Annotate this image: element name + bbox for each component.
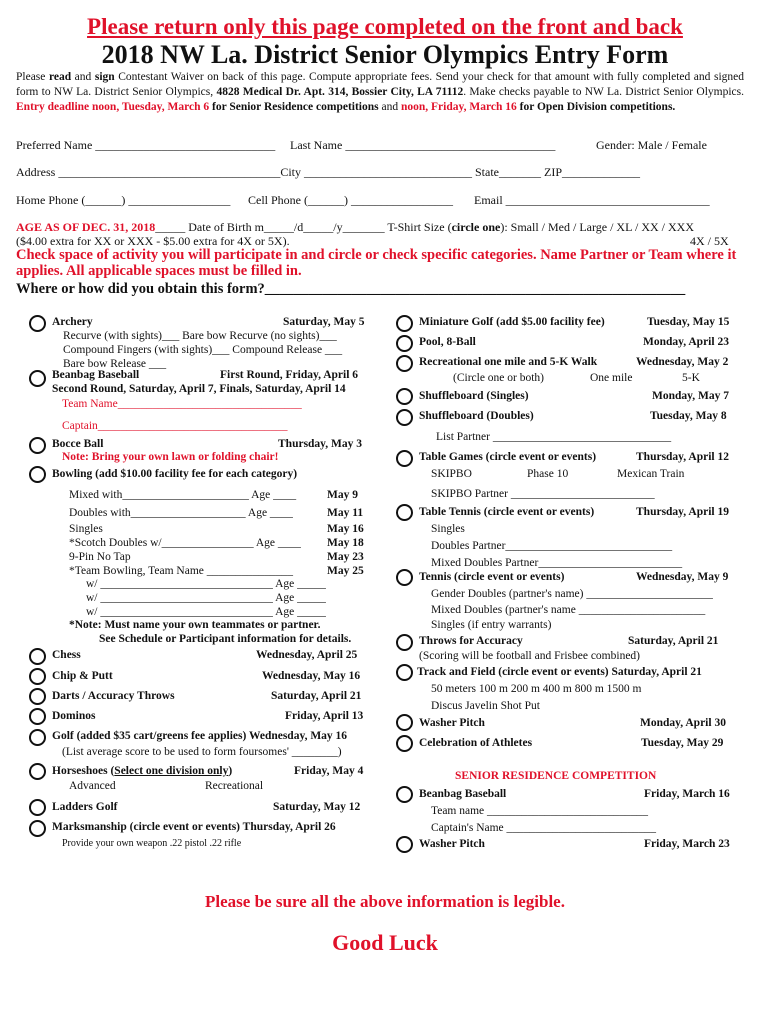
email-field[interactable]: Email __________________________________: [474, 193, 710, 207]
pool-date: Monday, April 23: [643, 336, 729, 348]
bowling-9pin-date: May 23: [327, 551, 364, 563]
return-note: Please return only this page completed on the front and back: [87, 14, 683, 39]
last-name-field[interactable]: Last Name ___________________________________: [290, 138, 556, 152]
chip-putt-checkbox[interactable]: [29, 668, 46, 685]
bowling-mixed[interactable]: Mixed with______________________ Age ____: [69, 489, 297, 501]
bowling-scotch[interactable]: *Scotch Doubles w/________________ Age ____: [69, 537, 301, 549]
shuffle-singles-date: Monday, May 7: [652, 390, 729, 402]
beanbag-first-round: First Round, Friday, April 6: [220, 369, 359, 381]
sr-captain-name[interactable]: Captain's Name __________________________: [431, 822, 657, 834]
bowling-doubles[interactable]: Doubles with____________________ Age ____: [69, 507, 293, 519]
track-events-2[interactable]: Discus Javelin Shot Put: [431, 700, 540, 712]
marksmanship-note[interactable]: Provide your own weapon .22 pistol .22 rifle: [62, 838, 242, 849]
bowling-label: Bowling (add $10.00 facility fee for each category): [52, 468, 298, 480]
beanbag-second-round: Second Round, Saturday, April 7, Finals, Saturday, April 14: [52, 383, 346, 395]
dominos-label: Dominos: [52, 710, 96, 722]
pool-checkbox[interactable]: [396, 335, 413, 352]
check-space-instructions: Check space of activity you will participate in and circle or check specific categories. Name Partner or Team where it applies. All applicable spaces must be filled in.: [16, 247, 737, 279]
sr-washer-label: Washer Pitch: [419, 838, 485, 850]
tablegames-checkbox[interactable]: [396, 450, 413, 467]
shuffle-doubles-label: Shuffleboard (Doubles): [419, 410, 534, 422]
bowling-checkbox[interactable]: [29, 466, 46, 483]
walk-5k[interactable]: 5-K: [682, 372, 700, 384]
marksmanship-checkbox[interactable]: [29, 820, 46, 837]
skipbo-partner[interactable]: SKIPBO Partner _________________________: [431, 488, 655, 500]
bowling-doubles-date: May 11: [327, 507, 364, 519]
minigolf-checkbox[interactable]: [396, 315, 413, 332]
pool-label: Pool, 8-Ball: [419, 336, 476, 348]
walk-label: Recreational one mile and 5-K Walk: [419, 356, 598, 368]
tennis-gender-doubles[interactable]: Gender Doubles (partner's name) ______________________: [431, 588, 713, 600]
bowling-scotch-date: May 18: [327, 537, 364, 549]
sr-beanbag-label: Beanbag Baseball: [419, 788, 507, 800]
track-label: Track and Field (circle event or events) Saturday, April 21: [417, 666, 702, 678]
walk-one-mile[interactable]: One mile: [590, 372, 633, 384]
bowling-note-1: *Note: Must name your own teammates or partner.: [69, 619, 321, 631]
beanbag-captain[interactable]: Captain_________________________________: [62, 420, 288, 432]
sr-team-name[interactable]: Team name ____________________________: [431, 805, 649, 817]
bocce-checkbox[interactable]: [29, 437, 46, 454]
washer-checkbox[interactable]: [396, 714, 413, 731]
darts-date: Saturday, April 21: [271, 690, 362, 702]
tabletennis-date: Thursday, April 19: [636, 506, 729, 518]
tablegames-skipbo[interactable]: SKIPBO: [431, 468, 472, 480]
walk-checkbox[interactable]: [396, 355, 413, 372]
track-checkbox[interactable]: [396, 664, 413, 681]
celebration-checkbox[interactable]: [396, 735, 413, 752]
bowling-9pin[interactable]: 9-Pin No Tap: [69, 551, 131, 563]
sr-beanbag-date: Friday, March 16: [644, 788, 730, 800]
archery-checkbox[interactable]: [29, 315, 46, 332]
throws-date: Saturday, April 21: [628, 635, 719, 647]
beanbag-checkbox[interactable]: [29, 370, 46, 387]
track-events-1[interactable]: 50 meters 100 m 200 m 400 m 800 m 1500 m: [431, 683, 642, 695]
tennis-mixed-doubles[interactable]: Mixed Doubles (partner's name ______________________: [431, 604, 706, 616]
beanbag-team-name[interactable]: Team Name________________________________: [62, 398, 302, 410]
washer-label: Washer Pitch: [419, 717, 485, 729]
bocce-note: Note: Bring your own lawn or folding chair!: [62, 451, 279, 463]
bowling-team-date: May 25: [327, 565, 364, 577]
chess-checkbox[interactable]: [29, 648, 46, 665]
archery-options-2[interactable]: Compound Fingers (with sights)___ Compound Release ___: [63, 344, 343, 356]
form-title: 2018 NW La. District Senior Olympics Entry Form: [101, 40, 669, 69]
walk-circle-note: (Circle one or both): [453, 372, 545, 384]
bowling-teammate-1[interactable]: w/ ______________________________ Age _____: [86, 578, 326, 590]
bowling-note-2: See Schedule or Participant information for details.: [99, 633, 352, 645]
tennis-checkbox[interactable]: [396, 569, 413, 586]
preferred-name-field[interactable]: Preferred Name ______________________________: [16, 138, 276, 152]
shuffle-doubles-checkbox[interactable]: [396, 409, 413, 426]
bocce-date: Thursday, May 3: [278, 438, 363, 450]
intro-paragraph: Please read and sign Contestant Waiver on back of this page. Compute appropriate fees. Send your check for that amount with fully completed and signed form to NW La. District Senior Olympics, 4828 Medical Dr. Apt. 314, Bossier City, LA 71112. Make checks payable to NW La. District Senior Olympics. Entry deadline noon, Tuesday, March 6 for Senior Residence competitions and noon, Friday, March 16 for Open Division competitions.: [16, 71, 745, 113]
throws-checkbox[interactable]: [396, 634, 413, 651]
ladders-checkbox[interactable]: [29, 799, 46, 816]
minigolf-label: Miniature Golf (add $5.00 facility fee): [419, 316, 605, 328]
bowling-mixed-date: May 9: [327, 489, 358, 501]
tablegames-phase10[interactable]: Phase 10: [527, 468, 569, 480]
sr-washer-date: Friday, March 23: [644, 838, 730, 850]
gender-field[interactable]: Gender: Male / Female: [596, 138, 707, 152]
bowling-singles[interactable]: Singles: [69, 523, 103, 535]
where-obtained-field[interactable]: Where or how did you obtain this form?__________________________________________________________: [16, 281, 686, 297]
dominos-date: Friday, April 13: [285, 710, 364, 722]
sr-beanbag-checkbox[interactable]: [396, 786, 413, 803]
golf-label: Golf (added $35 cart/greens fee applies) Wednesday, May 16: [52, 730, 348, 742]
bowling-singles-date: May 16: [327, 523, 364, 535]
chess-label: Chess: [52, 649, 81, 661]
horseshoes-recreational[interactable]: Recreational: [205, 780, 264, 792]
tennis-singles[interactable]: Singles (if entry warrants): [431, 619, 552, 631]
home-phone-field[interactable]: Home Phone (______) _________________: [16, 193, 231, 207]
age-dob-tshirt-row[interactable]: AGE AS OF DEC. 31, 2018_____ Date of Birth m_____/d_____/y_______ T-Shirt Size (circle one): Small / Med / Large / XL / XX / XXX: [16, 220, 694, 234]
bowling-teammate-3[interactable]: w/ ______________________________ Age _____: [86, 606, 326, 618]
address-field[interactable]: Address _____________________________________City ____________________________ State_______ ZIP_____________: [16, 165, 640, 179]
celebration-date: Tuesday, May 29: [641, 737, 724, 749]
fees-note: ($4.00 extra for XX or XXX - $5.00 extra for 4X or 5X).: [16, 234, 290, 248]
archery-label: Archery: [52, 316, 93, 328]
tabletennis-singles[interactable]: Singles: [431, 523, 465, 535]
tablegames-date: Thursday, April 12: [636, 451, 729, 463]
darts-label: Darts / Accuracy Throws: [52, 690, 175, 702]
extra-sizes: 4X / 5X: [690, 234, 729, 248]
darts-checkbox[interactable]: [29, 688, 46, 705]
tennis-label: Tennis (circle event or events): [419, 571, 565, 583]
dominos-checkbox[interactable]: [29, 708, 46, 725]
horseshoes-label: Horseshoes (Select one division only): [52, 765, 233, 777]
shuffle-singles-label: Shuffleboard (Singles): [419, 390, 529, 402]
tabletennis-label: Table Tennis (circle event or events): [419, 506, 595, 518]
legible-note: Please be sure all the above information is legible.: [205, 892, 565, 911]
throws-note: (Scoring will be football and Frisbee combined): [419, 650, 641, 662]
walk-date: Wednesday, May 2: [636, 356, 729, 368]
ladders-label: Ladders Golf: [52, 801, 118, 813]
chip-putt-label: Chip & Putt: [52, 670, 113, 682]
marksmanship-label: Marksmanship (circle event or events) Thursday, April 26: [52, 821, 336, 833]
tablegames-mexican-train[interactable]: Mexican Train: [617, 468, 685, 480]
horseshoes-checkbox[interactable]: [29, 763, 46, 780]
golf-checkbox[interactable]: [29, 729, 46, 746]
archery-options-3[interactable]: Bare bow Release ___: [63, 358, 167, 370]
bowling-teammate-2[interactable]: w/ ______________________________ Age _____: [86, 592, 326, 604]
bowling-team[interactable]: *Team Bowling, Team Name _______________: [69, 565, 293, 577]
shuffle-singles-checkbox[interactable]: [396, 388, 413, 405]
washer-date: Monday, April 30: [640, 717, 726, 729]
ladders-date: Saturday, May 12: [273, 801, 361, 813]
archery-options-1[interactable]: Recurve (with sights)___ Bare bow Recurve (no sights)___: [63, 330, 337, 342]
chip-putt-date: Wednesday, May 16: [262, 670, 361, 682]
shuffle-list-partner[interactable]: List Partner _______________________________: [436, 431, 672, 443]
sr-washer-checkbox[interactable]: [396, 836, 413, 853]
tabletennis-checkbox[interactable]: [396, 504, 413, 521]
chess-date: Wednesday, April 25: [256, 649, 358, 661]
horseshoes-advanced[interactable]: Advanced: [69, 780, 116, 792]
horseshoes-date: Friday, May 4: [294, 765, 364, 777]
cell-phone-field[interactable]: Cell Phone (______) _________________: [248, 193, 453, 207]
bocce-label: Bocce Ball: [52, 438, 104, 450]
celebration-label: Celebration of Athletes: [419, 737, 533, 749]
tabletennis-doubles-partner[interactable]: Doubles Partner_____________________________: [431, 540, 673, 552]
beanbag-label: Beanbag Baseball: [52, 369, 140, 381]
shuffle-doubles-date: Tuesday, May 8: [650, 410, 727, 422]
minigolf-date: Tuesday, May 15: [647, 316, 730, 328]
archery-date: Saturday, May 5: [283, 316, 365, 328]
golf-average-score[interactable]: (List average score to be used to form foursomes' ________): [62, 746, 342, 758]
tennis-date: Wednesday, May 9: [636, 571, 729, 583]
good-luck: Good Luck: [332, 930, 438, 955]
throws-label: Throws for Accuracy: [419, 635, 523, 647]
tablegames-label: Table Games (circle event or events): [419, 451, 597, 463]
senior-residence-heading: SENIOR RESIDENCE COMPETITION: [455, 770, 657, 782]
tabletennis-mixed-partner[interactable]: Mixed Doubles Partner_________________________: [431, 557, 683, 569]
